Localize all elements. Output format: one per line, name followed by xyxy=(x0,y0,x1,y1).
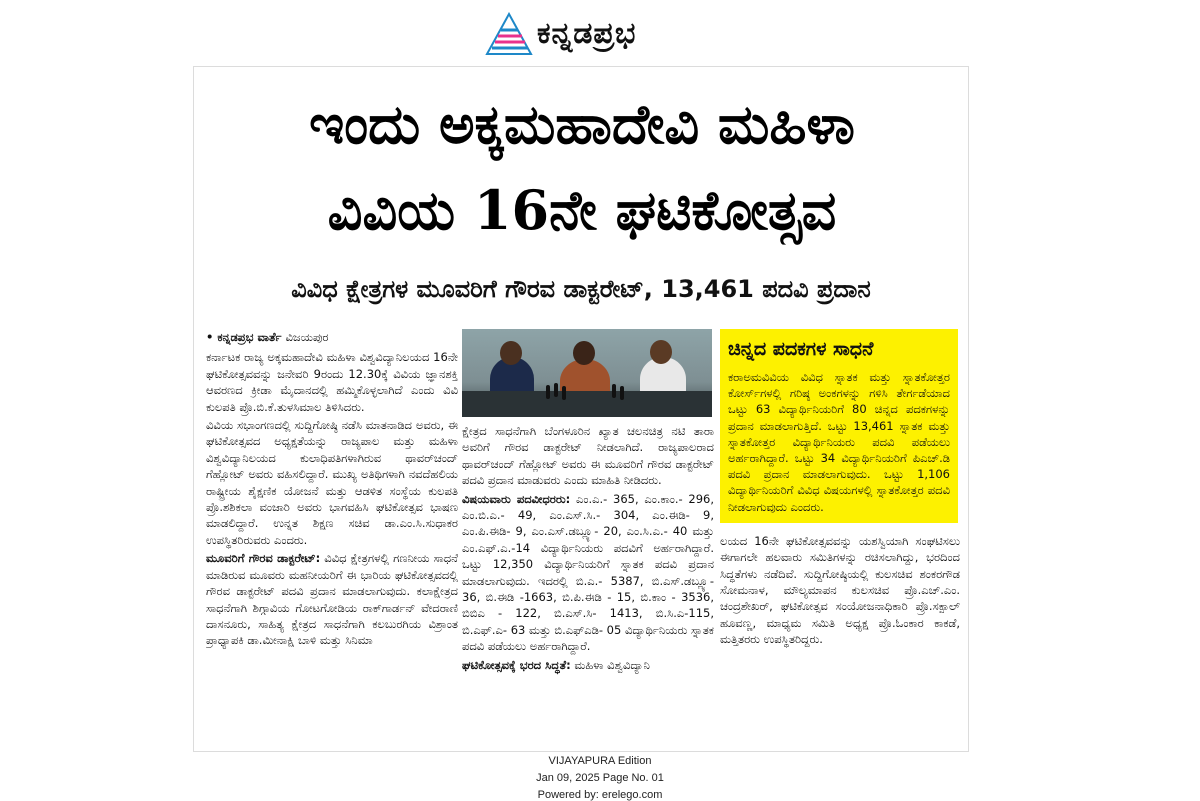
footer-date-page: Jan 09, 2025 Page No. 01 xyxy=(536,772,664,784)
article-column-2 xyxy=(462,329,714,749)
newspaper-clipping xyxy=(193,66,969,752)
box-title: ಚಿನ್ನದ ಪದಕಗಳ ಸಾಧನೆ xyxy=(728,338,874,360)
paragraph: ವಿವಿಯ ಸಭಾಂಗಣದಲ್ಲಿ ಸುದ್ದಿಗೋಷ್ಠಿ ನಡೆಸಿ ಮಾತನಾಡಿದ ಅವರು, ಈ ಘಟಿಕೋತ್ಸವದ ಅಧ್ಯಕ್ಷತೆಯನ್ನು ರಾಜ್ಯಪಾಲ ಮತ್ತು ಮಹಿಳಾ ವಿಶ್ವವಿದ್ಯಾನಿಲಯದ ಕುಲಾಧಿಪತಿಗಳಾಗಿರುವ ಥಾವರ್‌ಚಂದ್ ಗೆಹ್ಲೋಟ್ ಅವರು ವಹಿಸಲಿದ್ದಾರೆ. ಮುಖ್ಯ ಅತಿಥಿಗಳಾಗಿ ನವದೆಹಲಿಯ ರಾಷ್ಟ್ರೀಯ ಶೈಕ್ಷಣಿಕ ಯೋಜನೆ ಮತ್ತು ಆಡಳಿತ ಸಂಸ್ಥೆಯ ಕುಲಪತಿ ಪ್ರೊ.ಶಶಿಕಲಾ ವಂಜಾರಿ ಅವರು ಭಾಗವಹಿಸಿ ಘಟಿಕೋತ್ಸವ ಭಾಷಣ ಮಾಡಲಿದ್ದಾರೆ. ಉನ್ನತ ಶಿಕ್ಷಣ ಸಚಿವ ಡಾ.ಎಂ.ಸಿ.ಸುಧಾಕರ ಉಪಸ್ಥಿತರಿರುವರು ಎಂದರು. xyxy=(206,418,458,547)
footer-edition: VIJAYAPURA Edition xyxy=(548,755,652,767)
kannadaprabha-logo-icon xyxy=(485,12,533,56)
paragraph-text: ಎಂ.ಎ.- 365, ಎಂ.ಕಾಂ.- 296, ಎಂ.ಬಿ.ಎ.- 49, ಎಂ.ಎಸ್.ಸಿ.- 304, ಎಂ.ಈಡಿ- 9, ಎಂ.ಪಿ.ಈಡಿ- 9, ಎಂ.ಎಸ್.ಡಬ್ಲ್ಯೂ- 20, ಎಂ.ಸಿ.ಎ.- 40 ಮತ್ತು ಎಂ.ಎಫ್.ಎ.-14 ವಿದ್ಯಾರ್ಥಿನಿಯರು ಪದವಿಗೆ ಅರ್ಹರಾಗಿದ್ದಾರೆ. ಒಟ್ಟು 12,350 ವಿದ್ಯಾರ್ಥಿನಿಯರಿಗೆ ಸ್ನಾತಕ ಪದವಿ ಪ್ರದಾನ ಮಾಡಲಾಗುವುದು. ಇದರಲ್ಲಿ ಬಿ.ಎ.- 5387, ಬಿ.ಎಸ್.ಡಬ್ಲ್ಯೂ- 36, ಬಿ.ಈಡಿ -1663, ಬಿ.ಪಿ.ಈಡಿ - 15, ಬಿ.ಕಾಂ - 3536, ಬಿಬಿಎ - 122, ಬಿ.ಎಸ್.ಸಿ- 1413, ಬಿ.ಸಿ.ಎ-115, ಬಿ.ಎಫ್.ಎ- 63 ಮತ್ತು ಬಿ.ಎಫ್‌ಎಡಿ- 05 ವಿದ್ಯಾರ್ಥಿನಿಯರು ಸ್ನಾತಕ ಪದವಿ ಪಡೆಯಲು ಅರ್ಹರಾಗಿದ್ದಾರೆ. xyxy=(462,491,714,654)
paragraph xyxy=(462,491,714,655)
press-conference-photo xyxy=(462,329,712,417)
paragraph: ಕರ್ನಾಟಕ ರಾಜ್ಯ ಅಕ್ಕಮಹಾದೇವಿ ಮಹಿಳಾ ವಿಶ್ವವಿದ್ಯಾನಿಲಯದ 16ನೇ ಘಟಿಕೋತ್ಸವವನ್ನು ಜನೇವರಿ 9ರಂದು 12.30ಕ್ಕೆ ವಿವಿಯ ಜ್ಞಾನಶಕ್ತಿ ಆವರಣದ ಕ್ರೀಡಾ ಮೈದಾನದಲ್ಲಿ ಹಮ್ಮಿಕೊಳ್ಳಲಾಗಿದೆ ಎಂದು ವಿವಿ ಕುಲಪತಿ ಪ್ರೊ.ಬಿ.ಕೆ.ತುಳಸಿಮಾಲ ತಿಳಿಸಿದರು. xyxy=(206,350,458,414)
paragraph xyxy=(206,550,458,648)
byline-source: • ಕನ್ನಡಪ್ರಭ ವಾರ್ತೆ xyxy=(206,330,282,344)
footer-powered-by: Powered by: erelego.com xyxy=(537,789,663,801)
paragraph: ಕ್ಷೇತ್ರದ ಸಾಧನೆಗಾಗಿ ಬೆಂಗಳೂರಿನ ಖ್ಯಾತ ಚಲನಚಿತ್ರ ನಟಿ ತಾರಾ ಅವರಿಗೆ ಗೌರವ ಡಾಕ್ಟರೇಟ್ ನೀಡಲಾಗಿದೆ. ರಾಜ್ಯಪಾಲರಾದ ಥಾವರ್‌ಚಂದ್ ಗೆಹ್ಲೋಟ್ ಅವರು ಈ ಮೂವರಿಗೆ ಗೌರವ ಡಾಕ್ಟರೇಟ್ ಪದವಿ ಪ್ರದಾನ ಮಾಡುವರು ಎಂದು ಮಾಹಿತಿ ನೀಡಿದರು. xyxy=(462,424,714,488)
paragraph-lead: ವಿಷಯವಾರು ಪದವೀಧರರು: xyxy=(462,491,571,506)
paragraph-lead: ಮೂವರಿಗೆ ಗೌರವ ಡಾಕ್ಟರೇಟ್: xyxy=(206,551,321,566)
masthead-logo xyxy=(485,12,715,62)
byline-place: ವಿಜಯಪುರ xyxy=(285,330,329,344)
box-text: ಕರಾಅಮವಿವಿಯ ವಿವಿಧ ಸ್ನಾತಕ ಮತ್ತು ಸ್ನಾತಕೋತ್ತರ ಕೋರ್ಸ್‌ಗಳಲ್ಲಿ ಗರಿಷ್ಠ ಅಂಕಗಳನ್ನು ಗಳಿಸಿ ತೇರ್ಗಡೆಯಾದ ಒಟ್ಟು 63 ವಿದ್ಯಾರ್ಥಿನಿಯರಿಗೆ 80 ಚಿನ್ನದ ಪದಕಗಳನ್ನು ಪ್ರದಾನ ಮಾಡಲಾಗುತ್ತಿದೆ. ಒಟ್ಟು 13,461 ಸ್ನಾತಕ ಮತ್ತು ಸ್ನಾತಕೋತ್ತರ ವಿದ್ಯಾರ್ಥಿನಿಯರು ಪದವಿ ಪಡೆಯಲು ಅರ್ಹರಾಗಿದ್ದಾರೆ. ಒಟ್ಟು 34 ವಿದ್ಯಾರ್ಥಿನಿಯರಿಗೆ ಪಿಎಚ್.ಡಿ ಪದವಿ ಪ್ರದಾನ ಮಾಡಲಾಗುವುದು. ಒಟ್ಟು 1,106 ವಿದ್ಯಾರ್ಥಿನಿಯರಿಗೆ ವಿವಿಧ ವಿಷಯಗಳಲ್ಲಿ ಸ್ನಾತಕೋತ್ತರ ಪದವಿ ನೀಡಲಾಗುವುದು ಎಂದರು. xyxy=(728,370,950,514)
paragraph xyxy=(462,657,714,673)
paragraph: ಲಯದ 16ನೇ ಘಟಿಕೋತ್ಸವವನ್ನು ಯಶಸ್ವಿಯಾಗಿ ಸಂಘಟಿಸಲು ಈಗಾಗಲೇ ಹಲವಾರು ಸಮಿತಿಗಳನ್ನು ರಚಿಸಲಾಗಿದ್ದು, ಭರದಿಂದ ಸಿದ್ಧತೆಗಳು ನಡೆದಿವೆ. ಸುದ್ದಿಗೋಷ್ಠಿಯಲ್ಲಿ ಕುಲಸಚಿವ ಶಂಕರಗೌಡ ಸೋಮನಾಳ, ಮೌಲ್ಯಮಾಪನ ಕುಲಸಚಿವ ಪ್ರೊ.ಎಚ್.ಎಂ. ಚಂದ್ರಶೇಖರ್, ಘಟಿಕೋತ್ಸವ ಸಂಯೋಜನಾಧಿಕಾರಿ ಪ್ರೊ.ಸಕ್ಪಾಲ್ ಹೂವಣ್ಣ, ಮಾಧ್ಯಮ ಸಮಿತಿ ಅಧ್ಯಕ್ಷ ಪ್ರೊ.ಓಂಕಾರ ಕಾಕಡೆ, ಮತ್ತಿತರರು ಉಪಸ್ಥಿತರಿದ್ದರು. xyxy=(720,533,960,647)
subheadline: ವಿವಿಧ ಕ್ಷೇತ್ರಗಳ ಮೂವರಿಗೆ ಗೌರವ ಡಾಕ್ಟರೇಟ್, 13,461 ಪದವಿ ಪ್ರದಾನ xyxy=(291,275,871,303)
headline-line-2: ವಿವಿಯ 16ನೇ ಘಟಿಕೋತ್ಸವ xyxy=(327,178,837,242)
article-column-1 xyxy=(206,329,458,749)
article-column-3 xyxy=(720,329,960,749)
paragraph-text: ಮಹಿಳಾ ವಿಶ್ವವಿದ್ಯಾನಿ xyxy=(570,657,650,672)
paragraph-text: ವಿವಿಧ ಕ್ಷೇತ್ರಗಳಲ್ಲಿ ಗಣನೀಯ ಸಾಧನೆ ಮಾಡಿರುವ ಮೂವರು ಮಹನೀಯರಿಗೆ ಈ ಭಾರಿಯ ಘಟಿಕೋತ್ಸವದಲ್ಲಿ ಗೌರವ ಡಾಕ್ಟರೇಟ್ ಪದವಿ ಪ್ರದಾನ ಮಾಡಲಾಗುವುದು. ಕಲಾಕ್ಷೇತ್ರದ ಸಾಧನೆಗಾಗಿ ಶಿಗ್ಗಾವಿಯ ಗೋಟಗೋಡಿಯ ರಾಕ್‌ಗಾರ್ಡನ್ ವೇದರಾಣಿ ದಾಸನೂರು, ಸಾಹಿತ್ಯ ಕ್ಷೇತ್ರದ ಸಾಧನೆಗಾಗಿ ಕಲಬುರಗಿಯ ವಿಶ್ರಾಂತ ಪ್ರಾಧ್ಯಾಪಕಿ ಡಾ.ಮೀನಾಕ್ಷಿ ಬಾಳಿ ಮತ್ತು ಸಿನಿಮಾ xyxy=(206,551,458,648)
headline-line-1: ಇಂದು ಅಕ್ಕಮಹಾದೇವಿ ಮಹಿಳಾ xyxy=(309,92,855,156)
logo-wordmark: ಕನ್ನಡಪ್ರಭ xyxy=(537,16,637,51)
gold-medals-box xyxy=(720,329,958,523)
paragraph-lead: ಘಟಿಕೋತ್ಸವಕ್ಕೆ ಭರದ ಸಿದ್ಧತೆ: xyxy=(462,657,571,672)
byline xyxy=(206,329,458,345)
headline xyxy=(212,81,952,253)
